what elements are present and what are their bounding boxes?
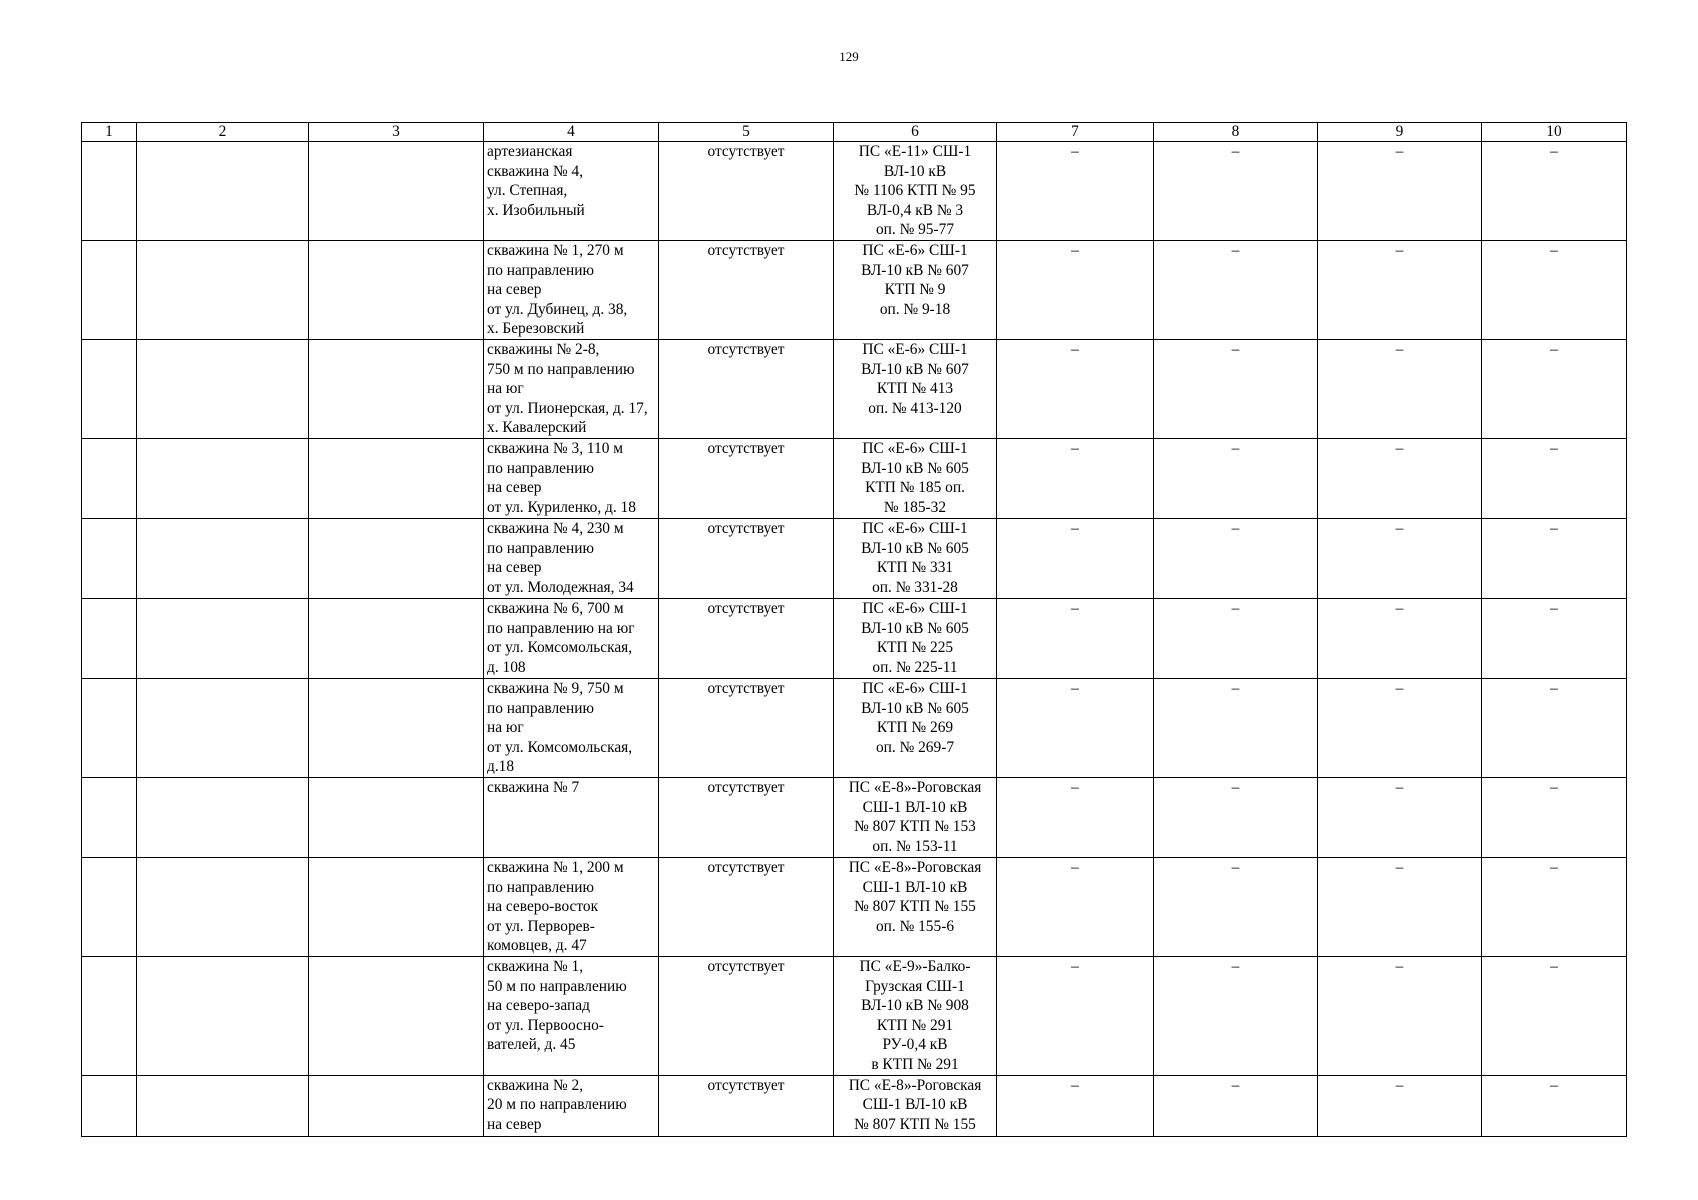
object-line: скважина № 3, 110 м: [487, 440, 624, 457]
power-line: КТП № 185 оп.: [865, 479, 965, 497]
empty-cell-col3: [309, 519, 484, 599]
power-line: ВЛ-10 кВ № 605: [861, 619, 969, 637]
object-line: х. Березовский: [487, 320, 585, 338]
dash-cell-col8: –: [1154, 241, 1318, 340]
power-line: оп. № 413-120: [868, 399, 962, 417]
object-line: скважина № 4, 230 м: [487, 520, 624, 537]
dash-cell-col10: –: [1482, 340, 1627, 439]
dash-cell-col9: –: [1318, 957, 1482, 1076]
object-line: скважина № 7: [487, 779, 580, 796]
dash-cell-col9: –: [1318, 241, 1482, 340]
column-header-5: 5: [659, 123, 834, 142]
power-line: ВЛ-10 кВ № 605: [861, 539, 969, 557]
power-line: СШ-1 ВЛ-10 кВ: [862, 798, 968, 816]
power-line: ПС «Е-8»-Роговская: [848, 859, 982, 876]
dash-cell-col7: –: [997, 241, 1154, 340]
empty-cell-col2: [137, 599, 309, 679]
dash-cell-col8: –: [1154, 439, 1318, 519]
object-line: по направлению: [487, 699, 594, 717]
column-header-7: 7: [997, 123, 1154, 142]
power-line: ВЛ-10 кВ № 605: [861, 699, 969, 717]
object-line: 20 м по направлению: [487, 1096, 627, 1114]
power-source-cell: [834, 519, 997, 599]
empty-cell-col3: [309, 778, 484, 858]
object-line: от ул. Комсомольская,: [487, 738, 633, 756]
column-header-6: 6: [834, 123, 997, 142]
dash-cell-col7: –: [997, 519, 1154, 599]
power-line: оп. № 95-77: [875, 221, 955, 239]
dash-cell-col10: –: [1482, 679, 1627, 778]
object-line: скважина № 1,: [487, 958, 584, 975]
object-cell: [484, 439, 659, 519]
dash-cell-col7: –: [997, 858, 1154, 957]
status-cell: отсутствует: [659, 599, 834, 679]
power-source-cell: [834, 1075, 997, 1136]
dash-cell-col9: –: [1318, 599, 1482, 679]
dash-cell-col8: –: [1154, 142, 1318, 241]
column-header-1: 1: [82, 123, 137, 142]
power-line: КТП № 291: [876, 1016, 954, 1034]
dash-cell-col8: –: [1154, 858, 1318, 957]
empty-cell-col3: [309, 957, 484, 1076]
object-cell: [484, 599, 659, 679]
empty-cell-col2: [137, 241, 309, 340]
status-cell: отсутствует: [659, 439, 834, 519]
object-line: 50 м по направлению: [487, 977, 627, 995]
dash-cell-col8: –: [1154, 340, 1318, 439]
status-cell: отсутствует: [659, 241, 834, 340]
object-line: от ул. Перворев-: [487, 917, 595, 935]
table-row: [82, 679, 1627, 778]
object-line: от ул. Комсомольская,: [487, 639, 633, 657]
column-header-3: 3: [309, 123, 484, 142]
object-line: скважина № 9, 750 м: [487, 680, 624, 697]
power-line: № 1106 КТП № 95: [854, 182, 976, 200]
object-line: скважина № 1, 200 м: [487, 859, 624, 876]
object-line: от ул. Дубинец, д. 38,: [487, 300, 628, 318]
object-line: ул. Степная,: [487, 182, 568, 200]
dash-cell-col9: –: [1318, 340, 1482, 439]
empty-cell-col1: [82, 340, 137, 439]
object-line: на север: [487, 281, 542, 299]
dash-cell-col10: –: [1482, 439, 1627, 519]
power-line: ВЛ-10 кВ: [883, 162, 947, 180]
power-line: КТП № 269: [876, 719, 954, 737]
status-cell: отсутствует: [659, 957, 834, 1076]
dash-cell-col7: –: [997, 340, 1154, 439]
table-row: [82, 142, 1627, 241]
empty-cell-col1: [82, 778, 137, 858]
dash-cell-col7: –: [997, 142, 1154, 241]
object-line: скважины № 2-8,: [487, 341, 600, 358]
document-table: [81, 122, 1627, 1137]
empty-cell-col1: [82, 957, 137, 1076]
object-cell: [484, 858, 659, 957]
empty-cell-col1: [82, 858, 137, 957]
power-source-cell: [834, 599, 997, 679]
power-line: № 185-32: [883, 498, 947, 516]
empty-cell-col3: [309, 340, 484, 439]
power-source-cell: [834, 858, 997, 957]
empty-cell-col2: [137, 957, 309, 1076]
page-number: 129: [839, 49, 859, 64]
power-line: ПС «Е-6» СШ-1: [862, 242, 968, 259]
column-header-2: 2: [137, 123, 309, 142]
object-line: на север: [487, 1115, 542, 1133]
column-header-4: 4: [484, 123, 659, 142]
object-line: по направлению на юг: [487, 619, 635, 637]
dash-cell-col7: –: [997, 1075, 1154, 1136]
dash-cell-col9: –: [1318, 1075, 1482, 1136]
dash-cell-col10: –: [1482, 241, 1627, 340]
object-line: х. Кавалерский: [487, 419, 587, 437]
object-line: на север: [487, 479, 542, 497]
empty-cell-col1: [82, 1075, 137, 1136]
empty-cell-col1: [82, 439, 137, 519]
object-line: х. Изобильный: [487, 201, 585, 219]
dash-cell-col8: –: [1154, 679, 1318, 778]
power-line: оп. № 331-28: [872, 578, 958, 596]
dash-cell-col10: –: [1482, 1075, 1627, 1136]
table-row: [82, 241, 1627, 340]
status-cell: отсутствует: [659, 778, 834, 858]
power-source-cell: [834, 957, 997, 1076]
dash-cell-col10: –: [1482, 858, 1627, 957]
status-cell: отсутствует: [659, 340, 834, 439]
power-source-cell: [834, 241, 997, 340]
power-line: КТП № 331: [876, 559, 954, 577]
status-cell: отсутствует: [659, 519, 834, 599]
power-line: КТП № 413: [876, 380, 954, 398]
object-line: скважина № 2,: [487, 1076, 584, 1094]
dash-cell-col10: –: [1482, 519, 1627, 599]
power-line: ПС «Е-6» СШ-1: [862, 520, 968, 537]
dash-cell-col10: –: [1482, 142, 1627, 241]
dash-cell-col7: –: [997, 778, 1154, 858]
table-row: [82, 340, 1627, 439]
object-cell: [484, 957, 659, 1076]
power-line: ПС «Е-6» СШ-1: [862, 680, 968, 697]
empty-cell-col2: [137, 519, 309, 599]
object-line: от ул. Куриленко, д. 18: [487, 498, 636, 516]
object-cell: [484, 519, 659, 599]
document-table-wrapper: [81, 122, 1627, 1137]
empty-cell-col1: [82, 142, 137, 241]
object-line: на юг: [487, 719, 524, 737]
table-row: [82, 858, 1627, 957]
empty-cell-col3: [309, 241, 484, 340]
object-line: по направлению: [487, 459, 594, 477]
dash-cell-col10: –: [1482, 957, 1627, 1076]
object-line: по направлению: [487, 261, 594, 279]
power-line: ВЛ-10 кВ № 607: [861, 360, 969, 378]
object-cell: [484, 241, 659, 340]
power-line: оп. № 155-6: [875, 917, 955, 935]
object-line: на северо-запад: [487, 997, 590, 1015]
dash-cell-col7: –: [997, 439, 1154, 519]
empty-cell-col3: [309, 439, 484, 519]
table-body: [82, 142, 1627, 1137]
column-header-8: 8: [1154, 123, 1318, 142]
dash-cell-col9: –: [1318, 679, 1482, 778]
empty-cell-col1: [82, 519, 137, 599]
power-source-cell: [834, 340, 997, 439]
power-line: оп. № 153-11: [872, 837, 958, 855]
object-line: на юг: [487, 380, 524, 398]
object-cell: [484, 142, 659, 241]
dash-cell-col7: –: [997, 679, 1154, 778]
power-line: ПС «Е-6» СШ-1: [862, 440, 968, 457]
empty-cell-col2: [137, 679, 309, 778]
header-row: [82, 123, 1627, 142]
object-line: скважина № 1, 270 м: [487, 242, 624, 259]
empty-cell-col1: [82, 679, 137, 778]
power-line: ВЛ-10 кВ № 908: [861, 997, 969, 1015]
dash-cell-col7: –: [997, 957, 1154, 1076]
power-source-cell: [834, 142, 997, 241]
empty-cell-col2: [137, 340, 309, 439]
object-line: скважина № 6, 700 м: [487, 600, 624, 617]
dash-cell-col7: –: [997, 599, 1154, 679]
power-line: ПС «Е-6» СШ-1: [862, 341, 968, 358]
power-line: ПС «Е-8»-Роговская: [848, 1076, 982, 1094]
object-cell: [484, 1075, 659, 1136]
column-header-10: 10: [1482, 123, 1627, 142]
dash-cell-col10: –: [1482, 599, 1627, 679]
table-row: [82, 439, 1627, 519]
object-line: от ул. Пионерская, д. 17,: [487, 399, 648, 417]
status-cell: отсутствует: [659, 1075, 834, 1136]
power-line: № 807 КТП № 155: [854, 898, 976, 916]
object-line: 750 м по направлению: [487, 360, 635, 378]
object-line: на север: [487, 559, 542, 577]
power-line: ВЛ-10 кВ № 605: [861, 459, 969, 477]
object-line: скважина № 4,: [487, 162, 584, 180]
table-row: [82, 519, 1627, 599]
empty-cell-col2: [137, 142, 309, 241]
power-line: оп. № 225-11: [872, 658, 958, 676]
power-line: ПС «Е-11» СШ-1: [858, 143, 972, 160]
power-line: оп. № 9-18: [879, 300, 951, 318]
dash-cell-col8: –: [1154, 778, 1318, 858]
dash-cell-col10: –: [1482, 778, 1627, 858]
empty-cell-col1: [82, 599, 137, 679]
object-line: от ул. Молодежная, 34: [487, 578, 634, 596]
table-row: [82, 1075, 1627, 1136]
power-line: ВЛ-10 кВ № 607: [861, 261, 969, 279]
dash-cell-col9: –: [1318, 858, 1482, 957]
empty-cell-col3: [309, 599, 484, 679]
dash-cell-col8: –: [1154, 519, 1318, 599]
column-header-9: 9: [1318, 123, 1482, 142]
power-line: ВЛ-0,4 кВ № 3: [866, 201, 964, 219]
power-line: СШ-1 ВЛ-10 кВ: [862, 878, 968, 896]
table-row: [82, 957, 1627, 1076]
object-line: д.18: [487, 758, 515, 776]
power-line: № 807 КТП № 153: [854, 818, 976, 836]
object-line: артезианская: [487, 143, 573, 160]
object-line: по направлению: [487, 539, 594, 557]
object-line: на северо-восток: [487, 898, 599, 916]
dash-cell-col8: –: [1154, 599, 1318, 679]
power-line: оп. № 269-7: [875, 738, 955, 756]
power-line: ПС «Е-8»-Роговская: [848, 779, 982, 796]
empty-cell-col3: [309, 858, 484, 957]
object-line: от ул. Первоосно-: [487, 1016, 604, 1034]
dash-cell-col8: –: [1154, 957, 1318, 1076]
power-line: ПС «Е-9»-Балко-: [859, 958, 971, 975]
dash-cell-col9: –: [1318, 439, 1482, 519]
dash-cell-col9: –: [1318, 778, 1482, 858]
table-row: [82, 778, 1627, 858]
status-cell: отсутствует: [659, 858, 834, 957]
empty-cell-col2: [137, 778, 309, 858]
power-line: Грузская СШ-1: [865, 977, 965, 995]
object-cell: [484, 679, 659, 778]
object-line: вателей, д. 45: [487, 1036, 576, 1054]
power-line: КТП № 225: [876, 639, 954, 657]
table-row: [82, 599, 1627, 679]
power-line: СШ-1 ВЛ-10 кВ: [862, 1096, 968, 1114]
empty-cell-col2: [137, 1075, 309, 1136]
power-line: КТП № 9: [884, 281, 946, 299]
power-line: ПС «Е-6» СШ-1: [862, 600, 968, 617]
status-cell: отсутствует: [659, 142, 834, 241]
status-cell: отсутствует: [659, 679, 834, 778]
empty-cell-col3: [309, 1075, 484, 1136]
empty-cell-col2: [137, 858, 309, 957]
dash-cell-col8: –: [1154, 1075, 1318, 1136]
power-source-cell: [834, 439, 997, 519]
object-line: по направлению: [487, 878, 594, 896]
power-line: № 807 КТП № 155: [854, 1115, 976, 1133]
empty-cell-col3: [309, 679, 484, 778]
dash-cell-col9: –: [1318, 519, 1482, 599]
power-line: РУ-0,4 кВ: [882, 1036, 948, 1054]
power-line: в КТП № 291: [871, 1055, 959, 1073]
empty-cell-col3: [309, 142, 484, 241]
object-cell: [484, 340, 659, 439]
object-cell: [484, 778, 659, 858]
dash-cell-col9: –: [1318, 142, 1482, 241]
power-source-cell: [834, 679, 997, 778]
object-line: комовцев, д. 47: [487, 937, 587, 955]
power-source-cell: [834, 778, 997, 858]
empty-cell-col2: [137, 439, 309, 519]
empty-cell-col1: [82, 241, 137, 340]
object-line: д. 108: [487, 658, 526, 676]
